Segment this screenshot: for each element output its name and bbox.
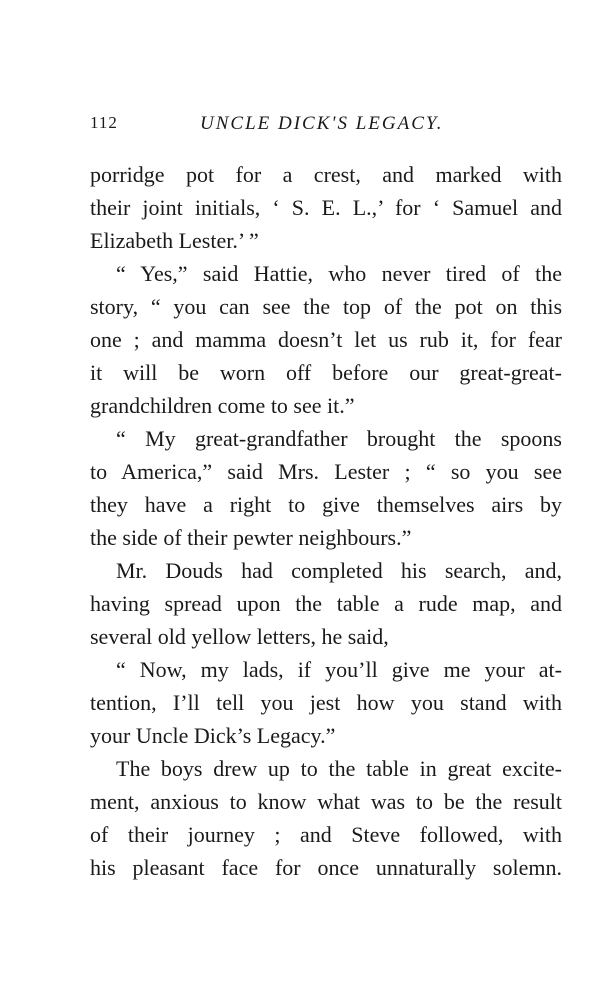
text-line: Elizabeth Lester.’ ” (90, 228, 259, 253)
text-line: The boys drew up to the table in great excite- (116, 756, 562, 781)
running-head (90, 113, 562, 143)
text-line: having spread upon the table a rude map, and (90, 591, 562, 616)
text-line: their joint initials, ‘ S. E. L.,’ for ‘ Samuel and (90, 195, 562, 220)
text-line: tention, I’ll tell you jest how you stand with (90, 690, 562, 715)
text-line: the side of their pewter neighbours.” (90, 525, 412, 550)
text-line: his pleasant face for once unnaturally solemn. (90, 855, 562, 880)
text-line: ment, anxious to know what was to be the result (90, 789, 562, 814)
text-line: one ; and mamma doesn’t let us rub it, for fear (90, 327, 562, 352)
text-line: story, “ you can see the top of the pot on this (90, 294, 562, 319)
running-title: UNCLE DICK'S LEGACY. (200, 113, 444, 134)
text-line: they have a right to give themselves airs by (90, 492, 562, 517)
text-line: “ Now, my lads, if you’ll give me your at- (116, 657, 562, 682)
text-line: to America,” said Mrs. Lester ; “ so you see (90, 459, 562, 484)
text-line: porridge pot for a crest, and marked with (90, 162, 562, 187)
text-line: grandchildren come to see it.” (90, 393, 355, 418)
body-text (90, 158, 562, 884)
page-number: 112 (90, 113, 118, 132)
text-line: it will be worn off before our great-great- (90, 360, 562, 385)
text-line: your Uncle Dick’s Legacy.” (90, 723, 336, 748)
text-line: “ My great-grandfather brought the spoons (116, 426, 562, 451)
text-line: “ Yes,” said Hattie, who never tired of the (116, 261, 562, 286)
text-line: of their journey ; and Steve followed, with (90, 822, 562, 847)
text-line: Mr. Douds had completed his search, and, (116, 558, 562, 583)
text-line: several old yellow letters, he said, (90, 624, 389, 649)
